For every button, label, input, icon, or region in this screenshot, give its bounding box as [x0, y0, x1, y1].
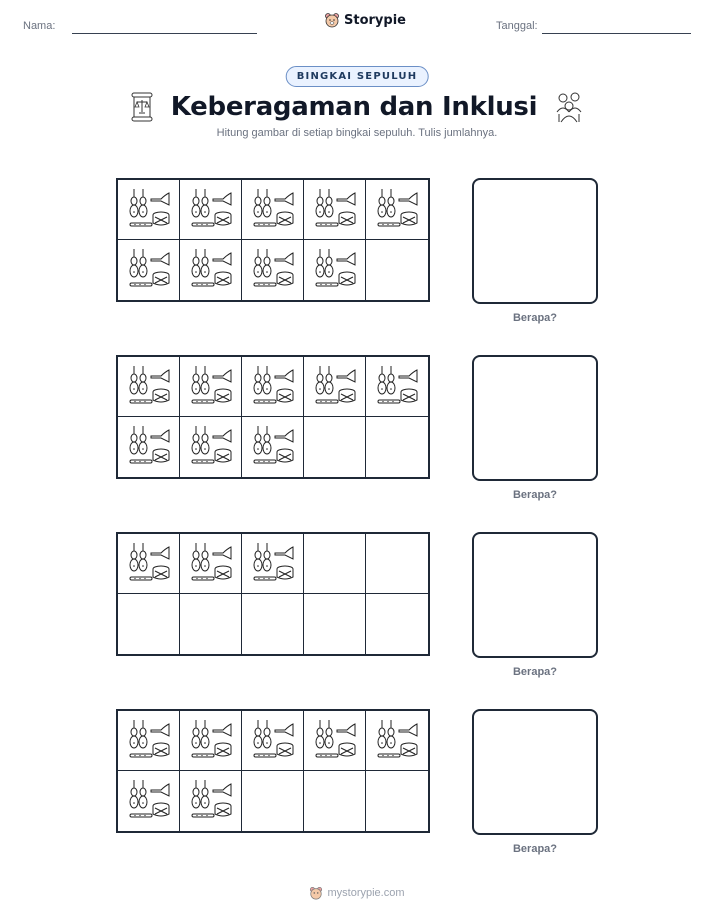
ten-frame-cell — [242, 534, 304, 594]
ten-frame-cell — [242, 417, 304, 477]
music-instruments-icon — [251, 716, 295, 766]
ten-frame-cell — [304, 771, 366, 831]
footer-url: mystorypie.com — [327, 887, 405, 899]
music-instruments-icon — [189, 776, 233, 826]
brand-name: Storypie — [344, 12, 406, 28]
music-instruments-icon — [127, 716, 171, 766]
music-instruments-icon — [251, 539, 295, 589]
ten-frame-cell — [242, 240, 304, 300]
ten-frame-cell — [118, 240, 180, 300]
answer-box-3[interactable] — [472, 532, 598, 658]
ten-frame-cell — [304, 711, 366, 771]
music-instruments-icon — [313, 185, 357, 235]
date-line[interactable] — [542, 33, 691, 34]
ten-frame-cell — [366, 534, 428, 594]
music-instruments-icon — [375, 716, 419, 766]
ten-frame-cell — [118, 417, 180, 477]
title-row — [0, 90, 714, 124]
footer — [0, 886, 714, 900]
ten-frame-cell — [180, 594, 242, 654]
ten-frame-cell — [180, 240, 242, 300]
name-label: Nama: — [23, 20, 56, 32]
brand-logo — [324, 12, 406, 28]
ten-frame-cell — [304, 594, 366, 654]
ten-frame-cell — [304, 180, 366, 240]
ten-frame-cell — [118, 180, 180, 240]
ten-frame-cell — [118, 594, 180, 654]
ten-frame-cell — [304, 534, 366, 594]
ten-frame-cell — [118, 771, 180, 831]
ten-frame-cell — [242, 180, 304, 240]
music-instruments-icon — [313, 716, 357, 766]
instructions: Hitung gambar di setiap bingkai sepuluh. Tulis jumlahnya. — [216, 127, 498, 139]
music-instruments-icon — [251, 362, 295, 412]
ten-frame-cell — [118, 357, 180, 417]
ten-frame-cell — [242, 771, 304, 831]
music-instruments-icon — [127, 245, 171, 295]
music-instruments-icon — [127, 539, 171, 589]
bear-logo-icon — [309, 886, 323, 900]
ten-frame-cell — [366, 417, 428, 477]
ten-frame-cell — [118, 534, 180, 594]
ten-frame-cell — [366, 594, 428, 654]
music-instruments-icon — [313, 245, 357, 295]
music-instruments-icon — [251, 185, 295, 235]
music-instruments-icon — [375, 185, 419, 235]
music-instruments-icon — [189, 245, 233, 295]
answer-label-1: Berapa? — [512, 312, 558, 324]
ten-frame-cell — [180, 711, 242, 771]
bear-logo-icon — [324, 12, 340, 28]
ten-frame-1 — [116, 178, 430, 302]
answer-box-4[interactable] — [472, 709, 598, 835]
music-instruments-icon — [251, 422, 295, 472]
music-instruments-icon — [375, 362, 419, 412]
diverse-people-icon — [553, 90, 585, 124]
worksheet-type-badge: BINGKAI SEPULUH — [286, 66, 429, 87]
ten-frame-cell — [366, 180, 428, 240]
name-line[interactable] — [72, 33, 257, 34]
ten-frame-cell — [242, 594, 304, 654]
answer-box-2[interactable] — [472, 355, 598, 481]
answer-label-2: Berapa? — [512, 489, 558, 501]
music-instruments-icon — [127, 185, 171, 235]
music-instruments-icon — [189, 362, 233, 412]
music-instruments-icon — [189, 539, 233, 589]
ten-frame-cell — [366, 771, 428, 831]
ten-frame-cell — [304, 240, 366, 300]
music-instruments-icon — [189, 185, 233, 235]
ten-frame-cell — [180, 180, 242, 240]
ten-frame-cell — [180, 417, 242, 477]
ten-frame-2 — [116, 355, 430, 479]
music-instruments-icon — [189, 422, 233, 472]
music-instruments-icon — [127, 422, 171, 472]
ten-frame-cell — [366, 240, 428, 300]
ten-frame-cell — [180, 357, 242, 417]
answer-label-3: Berapa? — [512, 666, 558, 678]
music-instruments-icon — [127, 776, 171, 826]
ten-frame-cell — [304, 357, 366, 417]
ten-frame-cell — [242, 711, 304, 771]
answer-label-4: Berapa? — [512, 843, 558, 855]
answer-box-1[interactable] — [472, 178, 598, 304]
ten-frame-4 — [116, 709, 430, 833]
ten-frame-cell — [366, 711, 428, 771]
music-instruments-icon — [189, 716, 233, 766]
music-instruments-icon — [251, 245, 295, 295]
ten-frame-cell — [180, 534, 242, 594]
date-label: Tanggal: — [496, 20, 538, 32]
ten-frame-cell — [304, 417, 366, 477]
ten-frame-cell — [242, 357, 304, 417]
scroll-scale-icon — [129, 92, 155, 122]
music-instruments-icon — [313, 362, 357, 412]
ten-frame-cell — [180, 771, 242, 831]
ten-frame-cell — [366, 357, 428, 417]
page-title: Keberagaman dan Inklusi — [170, 92, 538, 122]
ten-frame-3 — [116, 532, 430, 656]
music-instruments-icon — [127, 362, 171, 412]
ten-frame-cell — [118, 711, 180, 771]
